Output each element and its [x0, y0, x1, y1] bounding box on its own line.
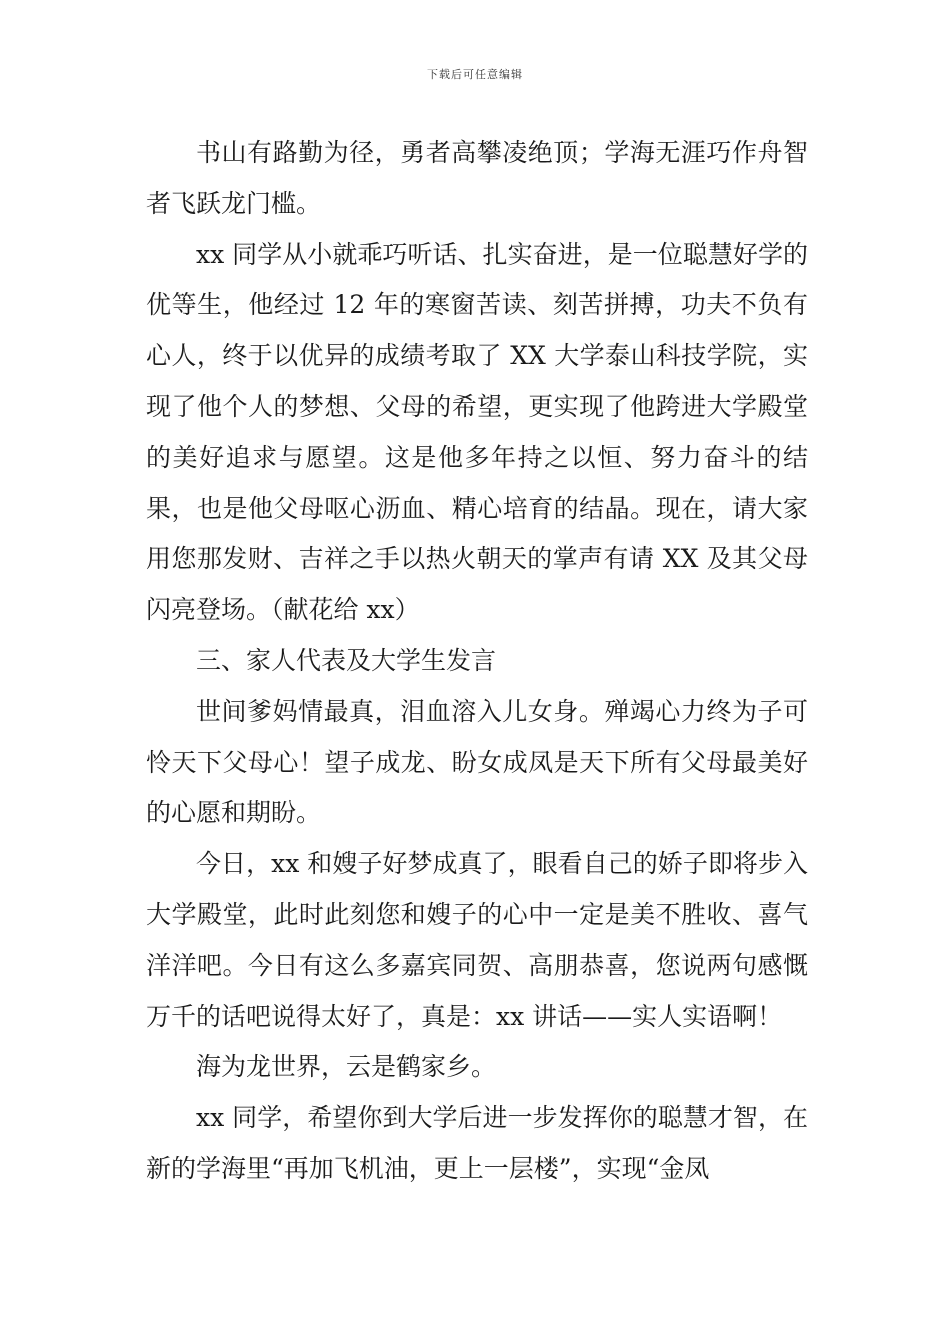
- page-header-note: 下载后可任意编辑: [427, 68, 523, 81]
- paragraph-2: xx 同学从小就乖巧听话、扎实奋进，是一位聪慧好学的优等生，他经过 12 年的寒窗苦读、刻苦拼搏，功夫不负有心人，终于以优异的成绩考取了 XX 大学泰山科技学院，实现了他个人的梦想、父母的希望，更实现了他跨进大学殿堂的美好追求与愿望。这是他多年持之以恒、努力奋斗的结果，也是他父母呕心沥血、精心培育的结晶。现在，请大家用您那发财、吉祥之手以热火朝天的掌声有请 XX 及其父母闪亮登场。（献花给 xx）: [146, 239, 808, 625]
- paragraph-6: xx 同学，希望你到大学后进一步发挥你的聪慧才智，在新的学海里“再加飞机油，更上一层楼”，实现“金凤: [146, 1103, 808, 1183]
- document-body: [146, 128, 808, 1195]
- paragraph-1: 书山有路勤为径，勇者高攀凌绝顶；学海无涯巧作舟智者飞跃龙门槛。: [146, 138, 808, 218]
- paragraph-5: 海为龙世界，云是鹤家乡。: [196, 1052, 497, 1082]
- paragraph-3: 世间爹妈情最真，泪血溶入儿女身。殚竭心力终为子可怜天下父母心！望子成龙、盼女成凤是天下所有父母最美好的心愿和期盼。: [146, 696, 808, 828]
- paragraph-4: 今日，xx 和嫂子好梦成真了，眼看自己的娇子即将步入大学殿堂，此时此刻您和嫂子的心中一定是美不胜收、喜气洋洋吧。今日有这么多嘉宾同贺、高朋恭喜，您说两句感慨万千的话吧说得太好了，真是：xx 讲话——实人实语啊！: [146, 849, 808, 1031]
- section-heading: 三、家人代表及大学生发言: [196, 645, 497, 675]
